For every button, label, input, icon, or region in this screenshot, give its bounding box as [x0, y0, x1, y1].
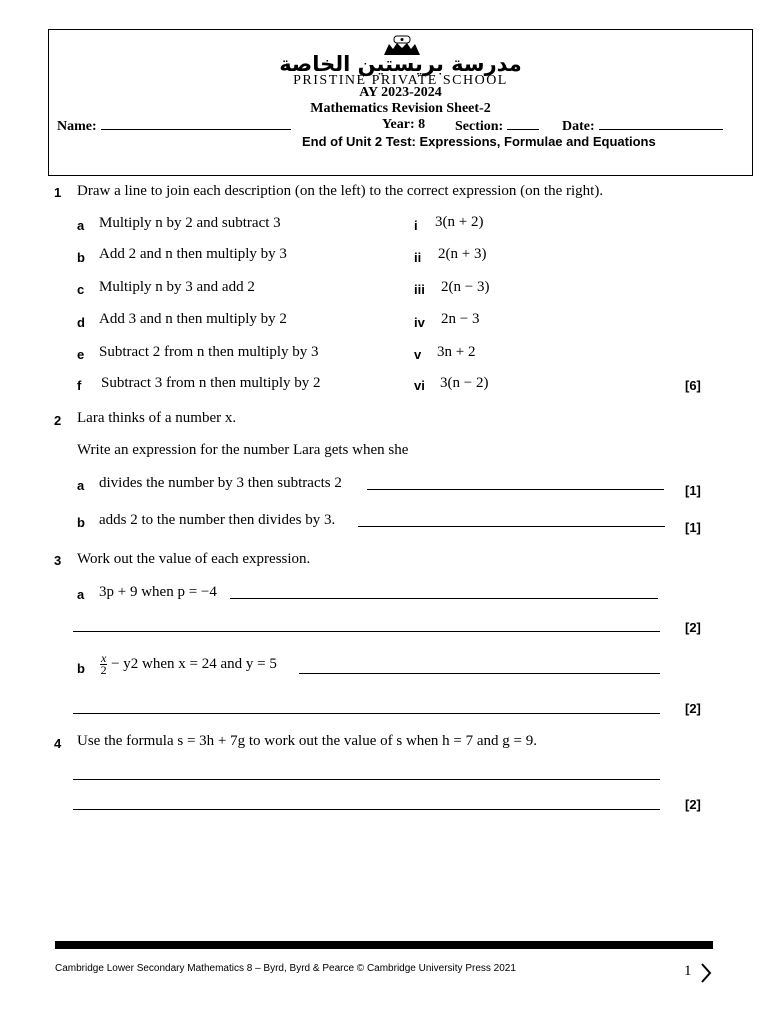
q1-number: 1 [54, 185, 62, 200]
footer-divider [55, 941, 713, 949]
q1-left-label: b [77, 250, 85, 265]
q3-text: Work out the value of each expression. [77, 551, 311, 567]
q3b-frac-num: x [101, 651, 107, 665]
q2-text: Lara thinks of a number x. [77, 410, 237, 426]
q1-right-label: iii [414, 282, 425, 297]
q3a-label: a [77, 587, 85, 602]
q2b-marks: [1] [685, 520, 701, 535]
q3b-answer-line[interactable] [299, 673, 660, 674]
q1-right-label: vi [414, 378, 425, 393]
academic-year: AY 2023-2024 [359, 85, 442, 100]
q3a-answer-line[interactable] [230, 598, 658, 599]
q4-answer-line-2[interactable] [73, 809, 660, 810]
q1-right-label: v [414, 347, 422, 362]
q1-left-text[interactable]: Subtract 2 from n then multiply by 3 [99, 344, 319, 360]
q3b-fraction [100, 653, 107, 676]
q1-left-text[interactable]: Multiply n by 2 and subtract 3 [99, 215, 281, 231]
q4-answer-line[interactable] [73, 779, 660, 780]
section-blank[interactable] [507, 117, 539, 130]
q4-marks: [2] [685, 797, 701, 812]
q1-right-expression[interactable]: 2(n + 3) [438, 246, 487, 262]
q1-right-label: ii [414, 250, 422, 265]
q1-right-expression[interactable]: 2(n − 3) [441, 279, 490, 295]
q1-right-expression[interactable]: 3(n + 2) [435, 214, 484, 230]
q2-number: 2 [54, 413, 62, 428]
q1-left-text[interactable]: Add 3 and n then multiply by 2 [99, 311, 287, 327]
q1-left-label: a [77, 218, 85, 233]
section-field [455, 117, 539, 135]
q3b-frac-den: 2 [100, 663, 107, 677]
q3a-marks: [2] [685, 620, 701, 635]
q1-right-label: iv [414, 315, 425, 330]
school-name: PRISTINE PRIVATE SCHOOL [293, 73, 508, 88]
q1-right-expression[interactable]: 2n − 3 [441, 311, 480, 327]
footer-copyright: Cambridge Lower Secondary Mathematics 8 – Byrd, Byrd & Pearce © Cambridge University Press 2021 [55, 963, 516, 974]
q2b-text: adds 2 to the number then divides by 3. [99, 512, 336, 528]
q3-number: 3 [54, 553, 62, 568]
q4-text: Use the formula s = 3h + 7g to work out the value of s when h = 7 and g = 9. [77, 733, 538, 749]
q1-left-text[interactable]: Multiply n by 3 and add 2 [99, 279, 255, 295]
q1-right-label: i [414, 218, 418, 233]
q2b-answer-line[interactable] [358, 526, 665, 527]
name-label: Name: [57, 119, 97, 134]
q3b-answer-line-2[interactable] [73, 713, 660, 714]
chevron-right-icon[interactable] [699, 962, 713, 984]
q1-marks: [6] [685, 378, 701, 393]
page-number: 1 [684, 963, 692, 979]
q4-number: 4 [54, 736, 62, 751]
year-field [382, 117, 425, 133]
name-field [57, 117, 291, 135]
q2a-marks: [1] [685, 483, 701, 498]
q2a-text: divides the number by 3 then subtracts 2 [99, 475, 342, 491]
q3b-label: b [77, 661, 85, 676]
q1-right-expression[interactable]: 3n + 2 [437, 344, 476, 360]
q1-left-text[interactable]: Subtract 3 from n then multiply by 2 [101, 375, 321, 391]
year-label: Year: 8 [382, 117, 426, 132]
section-label: Section: [455, 119, 504, 134]
q1-left-text[interactable]: Add 2 and n then multiply by 3 [99, 246, 287, 262]
q1-left-label: c [77, 282, 85, 297]
q2-subtext: Write an expression for the number Lara gets when she [77, 442, 409, 458]
date-blank[interactable] [599, 117, 723, 130]
name-blank[interactable] [101, 117, 291, 130]
school-arabic-name: مدرسة بريستين الخاصة [279, 52, 522, 76]
q1-right-expression[interactable]: 3(n − 2) [440, 375, 489, 391]
test-title: End of Unit 2 Test: Expressions, Formulae and Equations [302, 134, 656, 149]
q1-text: Draw a line to join each description (on the left) to the correct expression (on the right). [77, 183, 604, 199]
q1-left-label: e [77, 347, 85, 362]
q2a-answer-line[interactable] [367, 489, 664, 490]
header-box [48, 29, 753, 176]
q3a-answer-line-2[interactable] [73, 631, 660, 632]
q2a-label: a [77, 478, 85, 493]
q1-left-label: f [77, 378, 82, 393]
q2b-label: b [77, 515, 85, 530]
q3b-marks: [2] [685, 701, 701, 716]
q3b-text: − y2 when x = 24 and y = 5 [111, 655, 277, 672]
date-field [562, 117, 723, 135]
sheet-title: Mathematics Revision Sheet-2 [310, 101, 491, 116]
q3b-expression [100, 653, 277, 676]
q1-left-label: d [77, 315, 85, 330]
date-label: Date: [562, 119, 595, 134]
q3a-text: 3p + 9 when p = −4 [99, 584, 217, 600]
